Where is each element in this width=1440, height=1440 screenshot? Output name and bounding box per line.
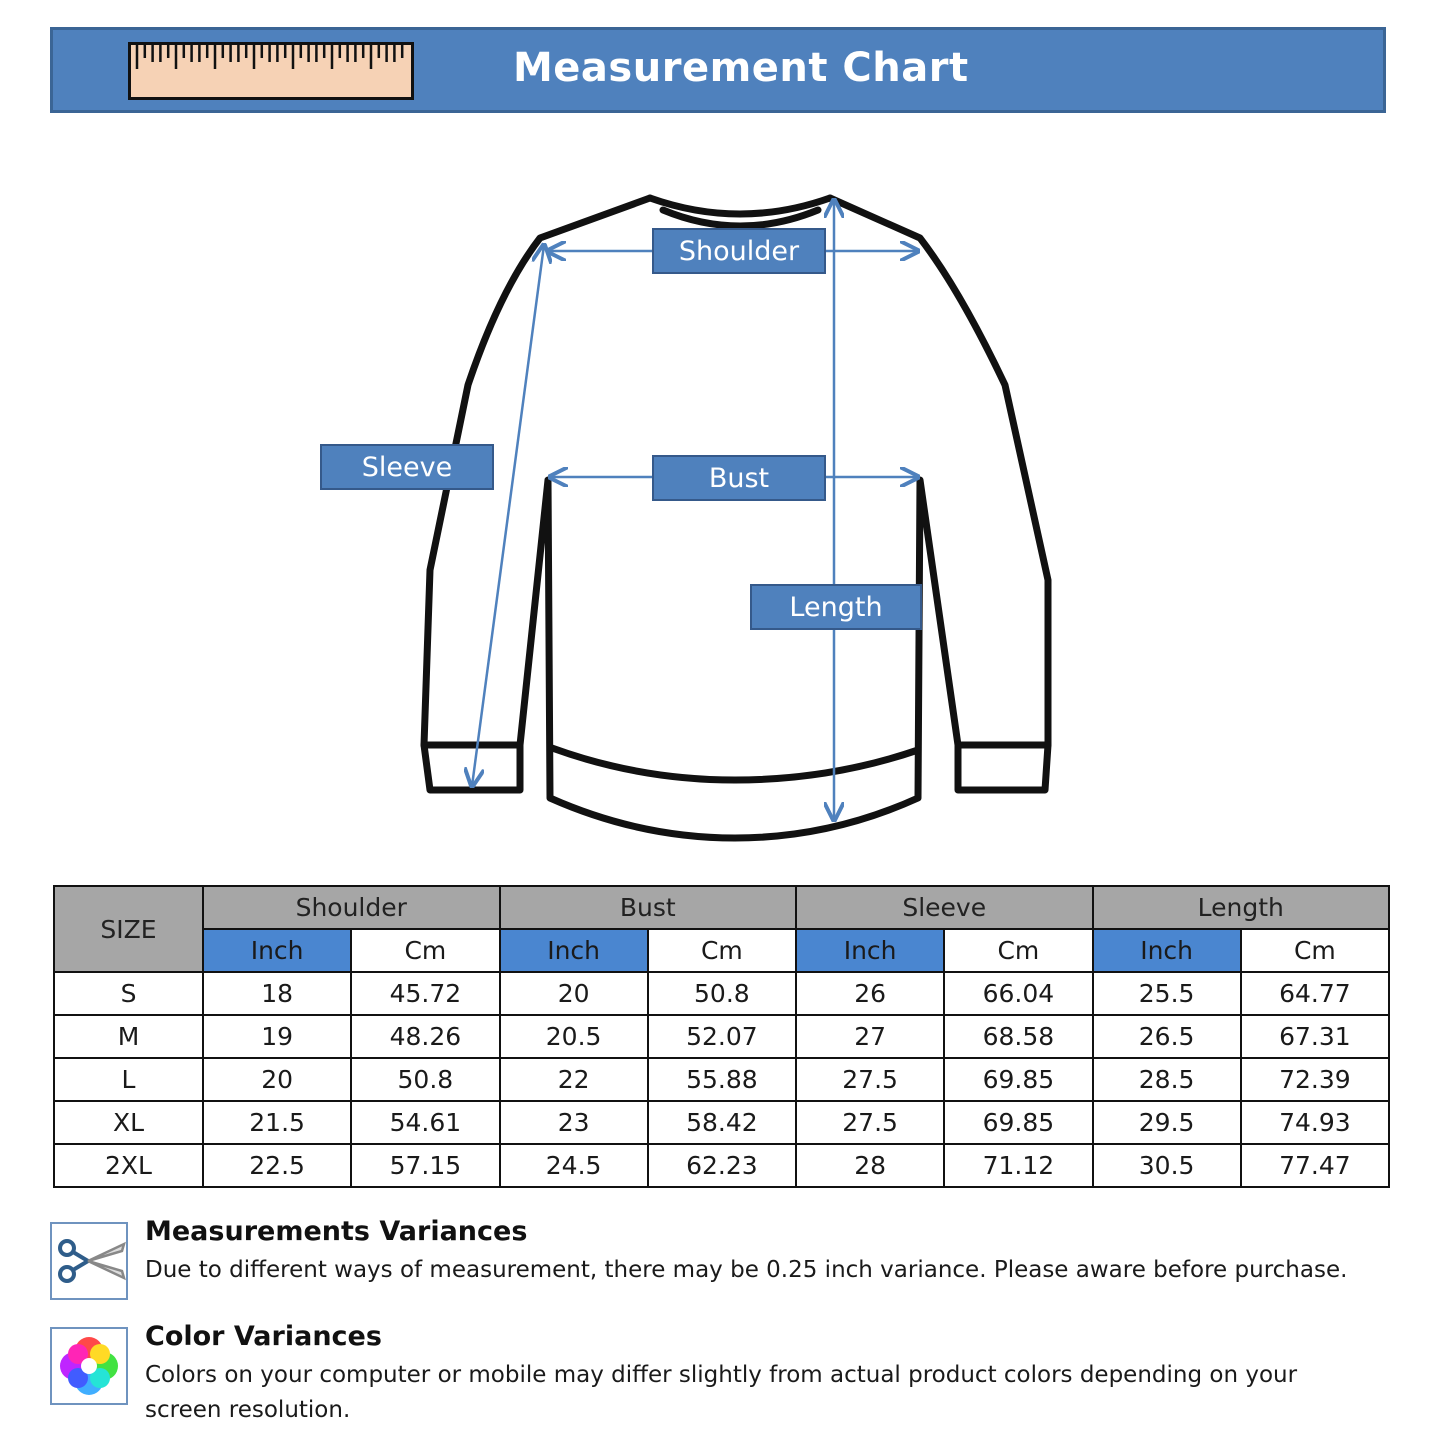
size-chart-table (53, 885, 1390, 1188)
value-cell: 23 (500, 1101, 648, 1144)
value-cell: 26.5 (1093, 1015, 1241, 1058)
value-cell: 27.5 (796, 1101, 944, 1144)
value-cell: 18 (203, 972, 351, 1015)
value-cell: 28 (796, 1144, 944, 1187)
value-cell: 67.31 (1241, 1015, 1389, 1058)
size-cell: M (54, 1015, 203, 1058)
value-cell: 57.15 (351, 1144, 499, 1187)
group-header-sleeve: Sleeve (796, 886, 1093, 929)
value-cell: 25.5 (1093, 972, 1241, 1015)
value-cell: 19 (203, 1015, 351, 1058)
group-header-length: Length (1093, 886, 1390, 929)
value-cell: 66.04 (944, 972, 1092, 1015)
value-cell: 62.23 (648, 1144, 796, 1187)
bust-label: Bust (652, 455, 826, 501)
value-cell: 29.5 (1093, 1101, 1241, 1144)
table-row (54, 1101, 1389, 1144)
size-cell: XL (54, 1101, 203, 1144)
unit-header-cm: Cm (351, 929, 499, 972)
value-cell: 22.5 (203, 1144, 351, 1187)
value-cell: 52.07 (648, 1015, 796, 1058)
note-title: Color Variances (145, 1321, 382, 1352)
value-cell: 72.39 (1241, 1058, 1389, 1101)
size-column-header: SIZE (54, 886, 203, 972)
note-text: Colors on your computer or mobile may differ slightly from actual product colors depending on your screen resolution. (145, 1362, 1298, 1423)
unit-header-cm: Cm (944, 929, 1092, 972)
value-cell: 71.12 (944, 1144, 1092, 1187)
value-cell: 50.8 (351, 1058, 499, 1101)
note-title: Measurements Variances (145, 1216, 528, 1247)
value-cell: 69.85 (944, 1101, 1092, 1144)
header-banner (50, 27, 1386, 113)
unit-header-inch: Inch (500, 929, 648, 972)
page-title: Measurement Chart (513, 45, 969, 91)
unit-header-cm: Cm (648, 929, 796, 972)
size-cell: S (54, 972, 203, 1015)
value-cell: 20 (500, 972, 648, 1015)
value-cell: 48.26 (351, 1015, 499, 1058)
table-row (54, 1058, 1389, 1101)
size-cell: L (54, 1058, 203, 1101)
scissors-icon (50, 1222, 128, 1300)
shoulder-label: Shoulder (652, 228, 826, 274)
value-cell: 27.5 (796, 1058, 944, 1101)
value-cell: 20 (203, 1058, 351, 1101)
value-cell: 45.72 (351, 972, 499, 1015)
value-cell: 50.8 (648, 972, 796, 1015)
table-row (54, 1015, 1389, 1058)
ruler-icon (128, 42, 414, 100)
table-row (54, 1144, 1389, 1187)
unit-header-inch: Inch (203, 929, 351, 972)
length-label: Length (750, 584, 922, 630)
value-cell: 24.5 (500, 1144, 648, 1187)
unit-header-cm: Cm (1241, 929, 1389, 972)
size-cell: 2XL (54, 1144, 203, 1187)
table-row (54, 972, 1389, 1015)
color-wheel-icon (50, 1327, 128, 1405)
group-header-shoulder: Shoulder (203, 886, 500, 929)
value-cell: 30.5 (1093, 1144, 1241, 1187)
sleeve-label: Sleeve (320, 444, 494, 490)
value-cell: 54.61 (351, 1101, 499, 1144)
garment-diagram (0, 150, 1440, 854)
value-cell: 27 (796, 1015, 944, 1058)
value-cell: 74.93 (1241, 1101, 1389, 1144)
group-header-bust: Bust (500, 886, 797, 929)
value-cell: 68.58 (944, 1015, 1092, 1058)
value-cell: 26 (796, 972, 944, 1015)
value-cell: 77.47 (1241, 1144, 1389, 1187)
unit-header-inch: Inch (1093, 929, 1241, 972)
value-cell: 69.85 (944, 1058, 1092, 1101)
value-cell: 28.5 (1093, 1058, 1241, 1101)
value-cell: 55.88 (648, 1058, 796, 1101)
note-text: Due to different ways of measurement, there may be 0.25 inch variance. Please aware before purchase. (145, 1257, 1348, 1283)
value-cell: 22 (500, 1058, 648, 1101)
value-cell: 21.5 (203, 1101, 351, 1144)
unit-header-inch: Inch (796, 929, 944, 972)
value-cell: 20.5 (500, 1015, 648, 1058)
value-cell: 64.77 (1241, 972, 1389, 1015)
value-cell: 58.42 (648, 1101, 796, 1144)
